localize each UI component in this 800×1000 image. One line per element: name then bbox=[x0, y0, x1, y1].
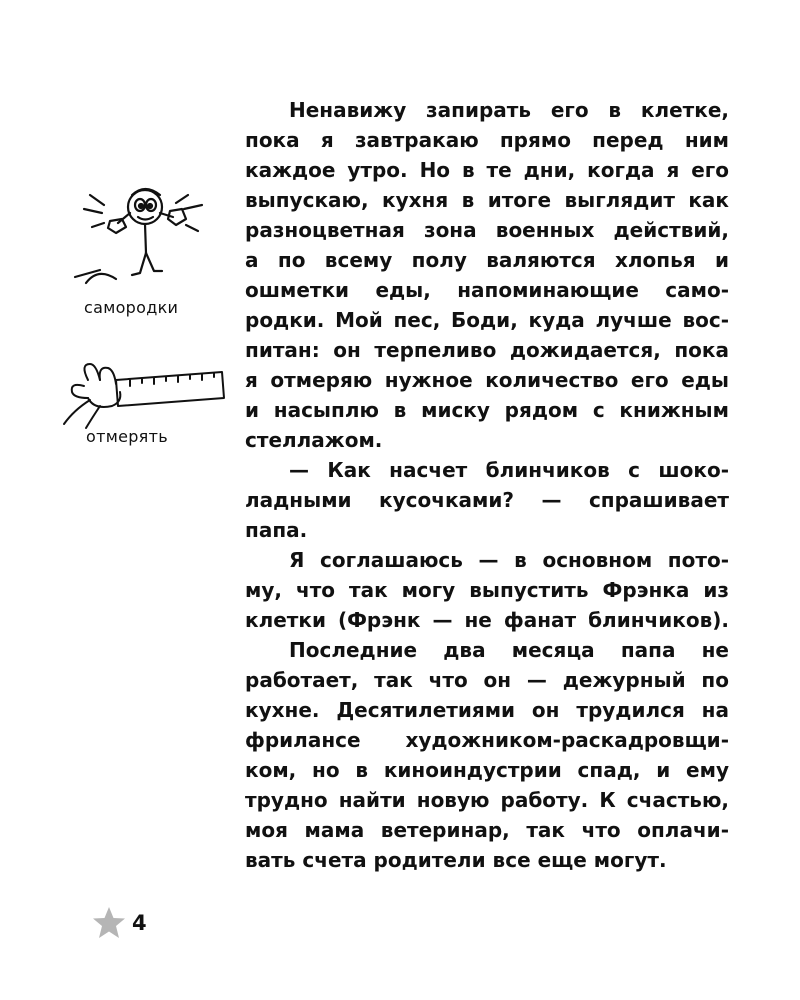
measuring-illustration-icon bbox=[60, 358, 230, 430]
text-line: Я соглашаюсь — в основном пото- bbox=[289, 548, 729, 572]
text-line: Последние два месяца папа не bbox=[289, 638, 729, 662]
text-line: моя мама ветеринар, так что оплачи- bbox=[245, 818, 729, 842]
nuggets-illustration-icon bbox=[70, 175, 220, 295]
text-line: — Как насчет блинчиков с шоко- bbox=[289, 458, 729, 482]
page-number: 4 bbox=[132, 911, 147, 935]
text-line: ком, но в киноиндустрии спад, и ему bbox=[245, 758, 729, 782]
text-line: я отмеряю нужное количество его еды bbox=[245, 368, 729, 392]
text-line: фрилансе художником-раскадровщи- bbox=[245, 728, 729, 752]
text-line: му, что так могу выпустить Фрэнка из bbox=[245, 578, 729, 602]
text-line: разноцветная зона военных действий, bbox=[245, 218, 729, 242]
sidebar-caption-measure: отмерять bbox=[86, 427, 168, 446]
text-line: каждое утро. Но в те дни, когда я его bbox=[245, 158, 729, 182]
text-line: пока я завтракаю прямо перед ним bbox=[245, 128, 729, 152]
text-line: вать счета родители все еще могут. bbox=[245, 848, 667, 872]
page-body-text bbox=[245, 95, 729, 875]
text-line: а по всему полу валяются хлопья и bbox=[245, 248, 729, 272]
text-line: ошметки еды, напоминающие само- bbox=[245, 278, 729, 302]
text-line: выпускаю, кухня в итоге выглядит как bbox=[245, 188, 729, 212]
text-line: клетки (Фрэнк — не фанат блинчиков). bbox=[245, 608, 729, 632]
text-line: ладными кусочками? — спрашивает bbox=[245, 488, 729, 512]
text-line: родки. Мой пес, Боди, куда лучше вос- bbox=[245, 308, 729, 332]
page-footer bbox=[92, 905, 147, 941]
text-line: и насыплю в миску рядом с книжным bbox=[245, 398, 729, 422]
text-line: трудно найти новую работу. К счастью, bbox=[245, 788, 729, 812]
sidebar-caption-nuggets: самородки bbox=[84, 298, 179, 317]
text-line: Ненавижу запирать его в клетке, bbox=[289, 98, 729, 122]
text-line: работает, так что он — дежурный по bbox=[245, 668, 729, 692]
star-icon bbox=[92, 906, 126, 940]
text-line: стеллажом. bbox=[245, 428, 383, 452]
text-line: папа. bbox=[245, 518, 308, 542]
text-line: питан: он терпеливо дожидается, пока bbox=[245, 338, 729, 362]
text-line: кухне. Десятилетиями он трудился на bbox=[245, 698, 729, 722]
